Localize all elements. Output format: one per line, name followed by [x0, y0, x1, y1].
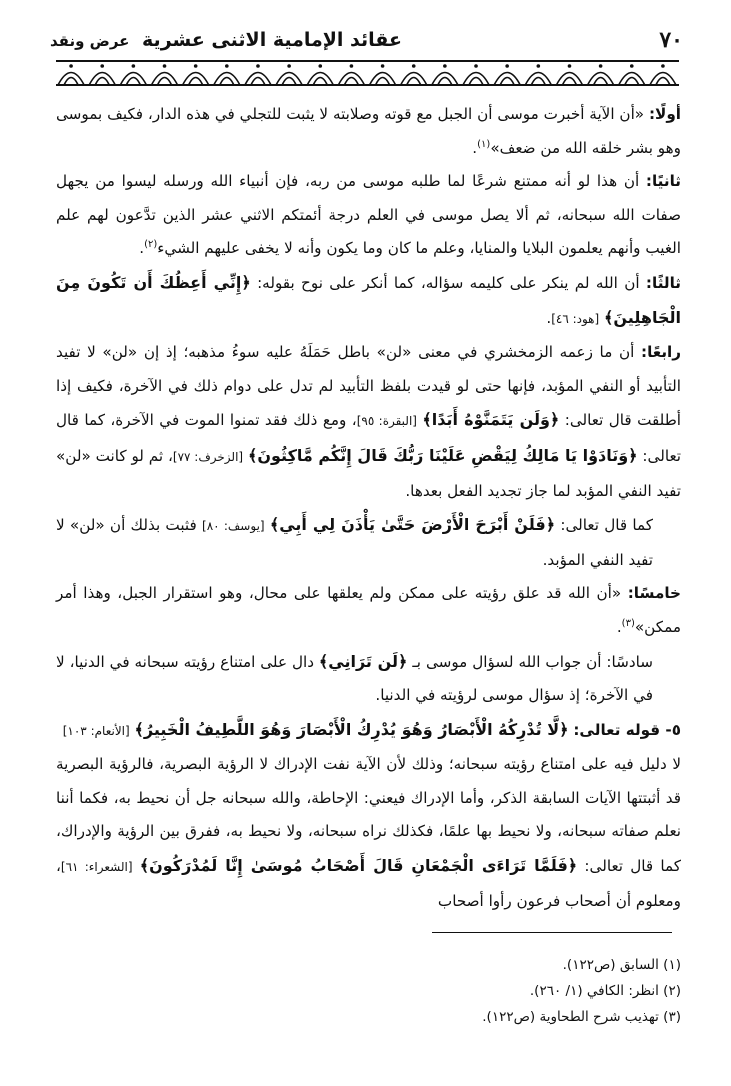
running-title — [50, 29, 402, 51]
verse-reference: [الزخرف: ٧٧] — [172, 449, 244, 464]
verse-reference: [هود: ٤٦] — [551, 311, 600, 326]
paragraph-6 — [56, 577, 681, 644]
verse-reference: [الشعراء: ٦١] — [60, 860, 133, 875]
quran-verse: ﴿لَّا تُدْرِكُهُ الْأَبْصَارُ وَهُوَ يُدْرِكُ الْأَبْصَارَ وَهُوَ اللَّطِيفُ الْخَبِيرُ﴾ — [134, 719, 569, 739]
quran-verse: ﴿وَلَن يَتَمَنَّوْهُ أَبَدًا﴾ — [422, 410, 560, 430]
paragraph-1 — [56, 98, 681, 165]
paragraph-text: لا دليل فيه على امتناع رؤيته سبحانه؛ وذلك لأن الآية نفت الإدراك لا الرؤية البصرية، فالرؤية البصرية قد أثبتتها الآيات السابقة الذكر، وأما الإدراك فيعني: الإحاطة، والله سبحانه جل أن نحيط به، فكما أننا نعلم صفاته سبحانه، ولا نحيط بها علمًا، فكذلك نراه سبحانه، ولا نحيط به، ففرق بين الرؤية والإدراك، كما قال تعالى: — [56, 755, 682, 876]
paragraph-2 — [56, 165, 681, 266]
verse-reference: [البقرة: ٩٥] — [356, 414, 417, 429]
paragraph-text: ، ومع ذلك فقد تمنوا الموت في الآخرة، كما قال تعالى: — [56, 411, 682, 465]
paragraph-lead: أولًا: — [648, 105, 681, 123]
quran-verse: ﴿فَلَمَّا تَرَاءَى الْجَمْعَانِ قَالَ أَصْحَابُ مُوسَىٰ إِنَّا لَمُدْرَكُونَ﴾ — [139, 856, 578, 876]
paragraph-tail: . — [139, 239, 145, 258]
verse-reference: [يوسف: ٨٠] — [202, 519, 265, 534]
footnote-marker: (٣) — [621, 617, 635, 629]
page-header — [50, 24, 683, 56]
paragraph-text: أن الله لم ينكر على كليمه سؤاله، كما أنكر على نوح بقوله: — [257, 273, 640, 292]
paragraph-5 — [56, 508, 681, 577]
paragraph-tail: دال على امتناع رؤيته سبحانه في الدنيا، لا في الآخرة؛ إذ سؤال موسى لرؤيته في الدنيا. — [56, 652, 653, 705]
paragraph-lead: ثالثًا: — [645, 273, 682, 292]
footnote-2: (٢) انظر: الكافي (١/ ٢٦٠). — [529, 983, 681, 999]
paragraph-tail: . — [616, 617, 622, 636]
book-subtitle: عرض ونقد — [50, 32, 130, 50]
main-text — [56, 98, 681, 918]
paragraph-tail: . — [472, 138, 478, 157]
quran-verse: ﴿لَن تَرَانِي﴾ — [318, 651, 408, 671]
footnote-1: (١) السابق (ص١٢٢). — [562, 957, 681, 973]
quran-verse: ﴿وَنَادَوْا يَا مَالِكُ لِيَقْضِ عَلَيْنَا رَبُّكَ قَالَ إِنَّكُم مَّاكِثُونَ﴾ — [247, 445, 638, 465]
quran-verse: ﴿إِنِّي أَعِظُكَ أَن تَكُونَ مِنَ الْجَاهِلِينَ﴾ — [56, 272, 681, 327]
paragraph-lead: ثانيًا: — [645, 172, 681, 191]
paragraph-text: أن جواب الله لسؤال موسى بـ — [412, 652, 602, 671]
paragraph-text: «أن الآية أخبرت موسى أن الجبل مع قوته وصلابته لا يثبت للتجلي في هذه الدار، فكيف بموسى وهو بشر خلقه الله من ضعف» — [56, 105, 681, 157]
paragraph-tail: فثبت بذلك أن «لن» لا تفيد النفي المؤبد. — [56, 516, 653, 569]
paragraph-tail: . — [546, 308, 552, 327]
paragraph-text: «أن الله قد علق رؤيته على ممكن ولم يعلقها على محال، وهو استقرار الجبل، وهذا أمر ممكن» — [56, 584, 681, 636]
paragraph-lead: سادسًا: — [606, 652, 654, 671]
header-ornament — [56, 58, 679, 88]
ornament-border-icon — [56, 58, 679, 88]
footnote-marker: (١) — [477, 138, 491, 150]
footnote-3: (٣) تهذيب شرح الطحاوية (ص١٢٢). — [482, 1009, 681, 1025]
paragraph-4 — [56, 336, 681, 508]
paragraph-7 — [56, 645, 681, 713]
paragraph-tail: ، ثم لو كانت «لن» تفيد النفي المؤبد لما جاز تجديد الفعل بعدها. — [56, 446, 681, 500]
paragraph-lead: ٥- قوله تعالى: — [573, 720, 681, 739]
paragraph-text: كما قال تعالى: — [560, 516, 654, 535]
paragraph-lead: خامسًا: — [627, 584, 682, 603]
footnote-separator — [432, 932, 672, 933]
paragraph-lead: رابعًا: — [641, 343, 682, 362]
verse-reference: [الأنعام: ١٠٣] — [62, 723, 130, 738]
paragraph-text: أن هذا لو أنه ممتنع شرعًا لما طلبه موسى من ربه، فإن أنبياء الله ورسله ليسوا من يجهل صفات الله سبحانه، ثم ألا يصل موسى في العلم درجة أئمتكم الاثني عشر الذين تدَّعون لهم علم الغيب وأنهم يعلمون البلايا والمنايا، وعلم ما كان وما يكون وأنه لا يخفى عليهم الشيء — [56, 172, 681, 258]
paragraph-8 — [56, 713, 681, 749]
paragraph-tail: ، ومعلوم أن أصحاب فرعون رأوا أصحاب — [56, 857, 681, 910]
book-title: عقائد الإمامية الاثنى عشرية — [142, 29, 402, 51]
footnote-marker: (٢) — [144, 239, 158, 251]
paragraph-9 — [56, 748, 681, 918]
paragraph-3 — [56, 266, 681, 336]
quran-verse: ﴿فَلَنْ أَبْرَحَ الْأَرْضَ حَتَّىٰ يَأْذَنَ لِي أَبِي﴾ — [269, 515, 556, 535]
footnotes — [56, 952, 681, 1030]
paragraph-text: أن ما زعمه الزمخشري في معنى «لن» باطل حَمَلَهُ عليه سوءُ مذهبه؛ إذ إن «لن» لا تفيد التأبيد أو النفي المؤبد، فإنها حتى لو قيدت بلفظ التأبيد لم تدل على دوام ذلك في الآخرة، فكيف إذا أطلقت قال تعالى: — [56, 343, 681, 430]
page-number: ٧٠ — [659, 27, 683, 53]
